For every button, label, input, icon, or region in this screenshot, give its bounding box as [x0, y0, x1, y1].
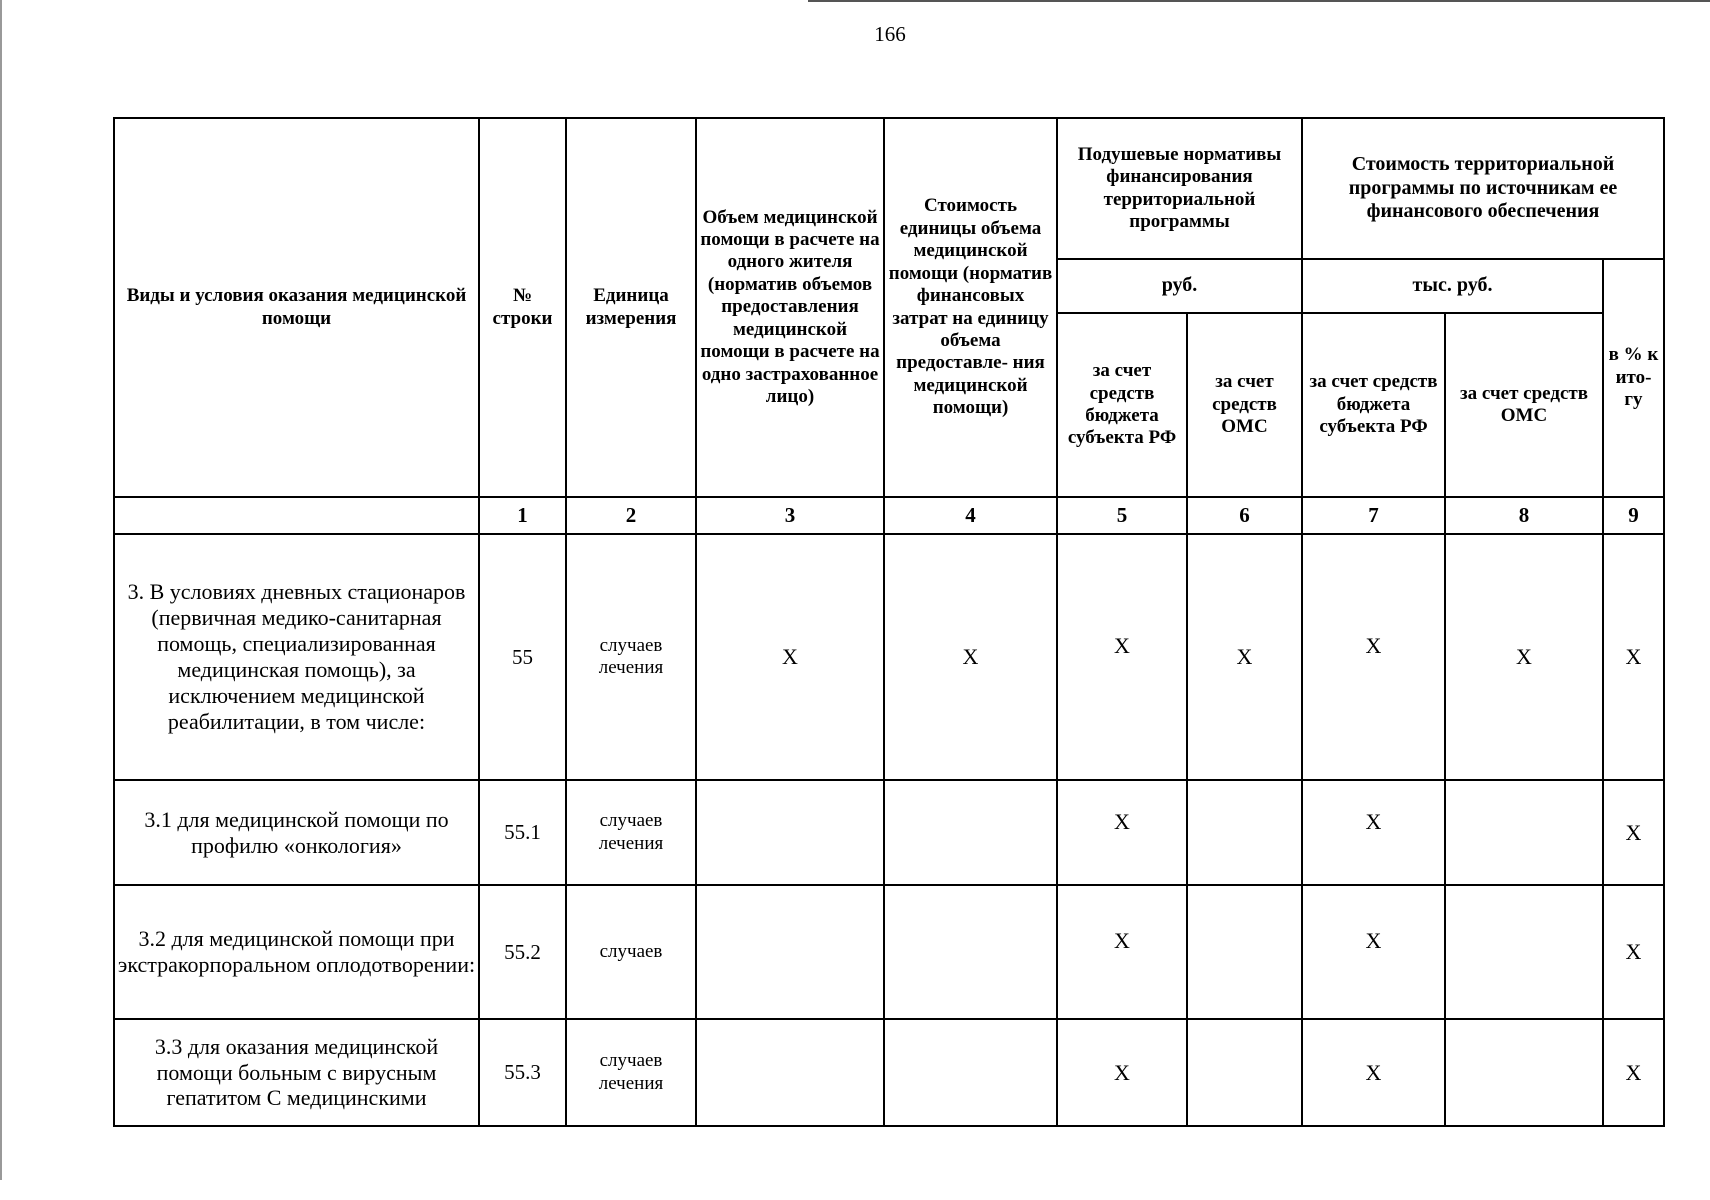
header-percent: в % к ито- гу [1603, 259, 1664, 497]
scan-edge-left [0, 0, 2, 1180]
cell-percent: X [1603, 1019, 1664, 1126]
table-row [114, 885, 1664, 1019]
cell-program-oms [1445, 885, 1603, 1019]
cell-per-capita-budget [1057, 780, 1187, 885]
column-numbers-row [114, 497, 1664, 534]
row-number: 55.3 [479, 1019, 566, 1126]
column-number: 7 [1302, 497, 1445, 534]
column-number: 5 [1057, 497, 1187, 534]
cell-volume [696, 1019, 884, 1126]
header-per-capita: Подушевые нормативы финансирования территориальной программы [1057, 118, 1302, 259]
column-number-blank [114, 497, 479, 534]
header-oms-6: за счет средств ОМС [1187, 313, 1302, 497]
cell-program-budget [1302, 534, 1445, 780]
row-unit: случаев [566, 885, 696, 1019]
header-volume: Объем медицинской помощи в расчете на одного жителя (норматив объемов предоставления медицинской помощи в расчете на одно застрахованное лицо) [696, 118, 884, 497]
cell-program-budget: X [1302, 1019, 1445, 1126]
cell-program-budget [1302, 780, 1445, 885]
cell-volume [696, 780, 884, 885]
cell-per-capita-budget: X [1057, 1019, 1187, 1126]
cell-per-capita-oms [1187, 885, 1302, 1019]
header-budget-rf-7: за счет средств бюджета субъекта РФ [1302, 313, 1445, 497]
x-mark: X [1114, 928, 1130, 953]
column-number: 9 [1603, 497, 1664, 534]
cell-program-budget [1302, 885, 1445, 1019]
page-number: 166 [874, 22, 906, 46]
header-rub: руб. [1057, 259, 1302, 313]
row-name: 3.1 для медицинской помощи по профилю «онкология» [114, 780, 479, 885]
column-number: 6 [1187, 497, 1302, 534]
cell-program-oms [1445, 1019, 1603, 1126]
header-cost: Стоимость единицы объема медицинской помощи (норматив финансовых затрат на единицу объема предоставле- ния медицинской помощи) [884, 118, 1057, 497]
table-row [114, 1019, 1664, 1126]
table-row [114, 780, 1664, 885]
header-budget-rf-5: за счет средств бюджета субъекта РФ [1057, 313, 1187, 497]
header-program-cost: Стоимость территориальной программы по источникам ее финансового обеспечения [1302, 118, 1664, 259]
row-unit: случаев лечения [566, 780, 696, 885]
cell-volume: X [696, 534, 884, 780]
x-mark: X [1114, 808, 1130, 834]
cell-cost: X [884, 534, 1057, 780]
cell-per-capita-budget [1057, 534, 1187, 780]
cell-program-oms [1445, 780, 1603, 885]
column-number: 2 [566, 497, 696, 534]
cell-percent: X [1603, 780, 1664, 885]
cell-per-capita-oms: X [1187, 534, 1302, 780]
x-mark: X [1365, 633, 1382, 658]
header-row-no: № строки [479, 118, 566, 497]
cell-cost [884, 885, 1057, 1019]
cell-per-capita-oms [1187, 1019, 1302, 1126]
row-number: 55.1 [479, 780, 566, 885]
scan-edge-top [808, 0, 1710, 2]
header-thous-rub: тыс. руб. [1302, 259, 1603, 313]
cell-percent: X [1603, 534, 1664, 780]
column-number: 1 [479, 497, 566, 534]
row-unit: случаев лечения [566, 534, 696, 780]
cell-percent: X [1603, 885, 1664, 1019]
header-oms-8: за счет средств ОМС [1445, 313, 1603, 497]
column-number: 3 [696, 497, 884, 534]
row-name: 3.2 для медицинской помощи при экстракорпоральном оплодотворении: [114, 885, 479, 1019]
row-name: 3. В условиях дневных стационаров (первичная медико-санитарная помощь, специализированная медицинская помощь), за исключением медицинской реабилитации, в том числе: [114, 534, 479, 780]
header-types: Виды и условия оказания медицинской помощи [114, 118, 479, 497]
financing-table [113, 117, 1665, 1127]
cell-volume [696, 885, 884, 1019]
x-mark: X [1365, 928, 1382, 953]
cell-per-capita-budget [1057, 885, 1187, 1019]
header-unit: Единица измерения [566, 118, 696, 497]
cell-cost [884, 780, 1057, 885]
cell-per-capita-oms [1187, 780, 1302, 885]
x-mark: X [1365, 808, 1382, 834]
row-unit: случаев лечения [566, 1019, 696, 1126]
table-row [114, 534, 1664, 780]
cell-cost [884, 1019, 1057, 1126]
row-number: 55 [479, 534, 566, 780]
row-name: 3.3 для оказания медицинской помощи больным с вирусным гепатитом С медицинскими [114, 1019, 479, 1126]
column-number: 4 [884, 497, 1057, 534]
x-mark: X [1114, 633, 1130, 658]
column-number: 8 [1445, 497, 1603, 534]
row-number: 55.2 [479, 885, 566, 1019]
cell-program-oms: X [1445, 534, 1603, 780]
